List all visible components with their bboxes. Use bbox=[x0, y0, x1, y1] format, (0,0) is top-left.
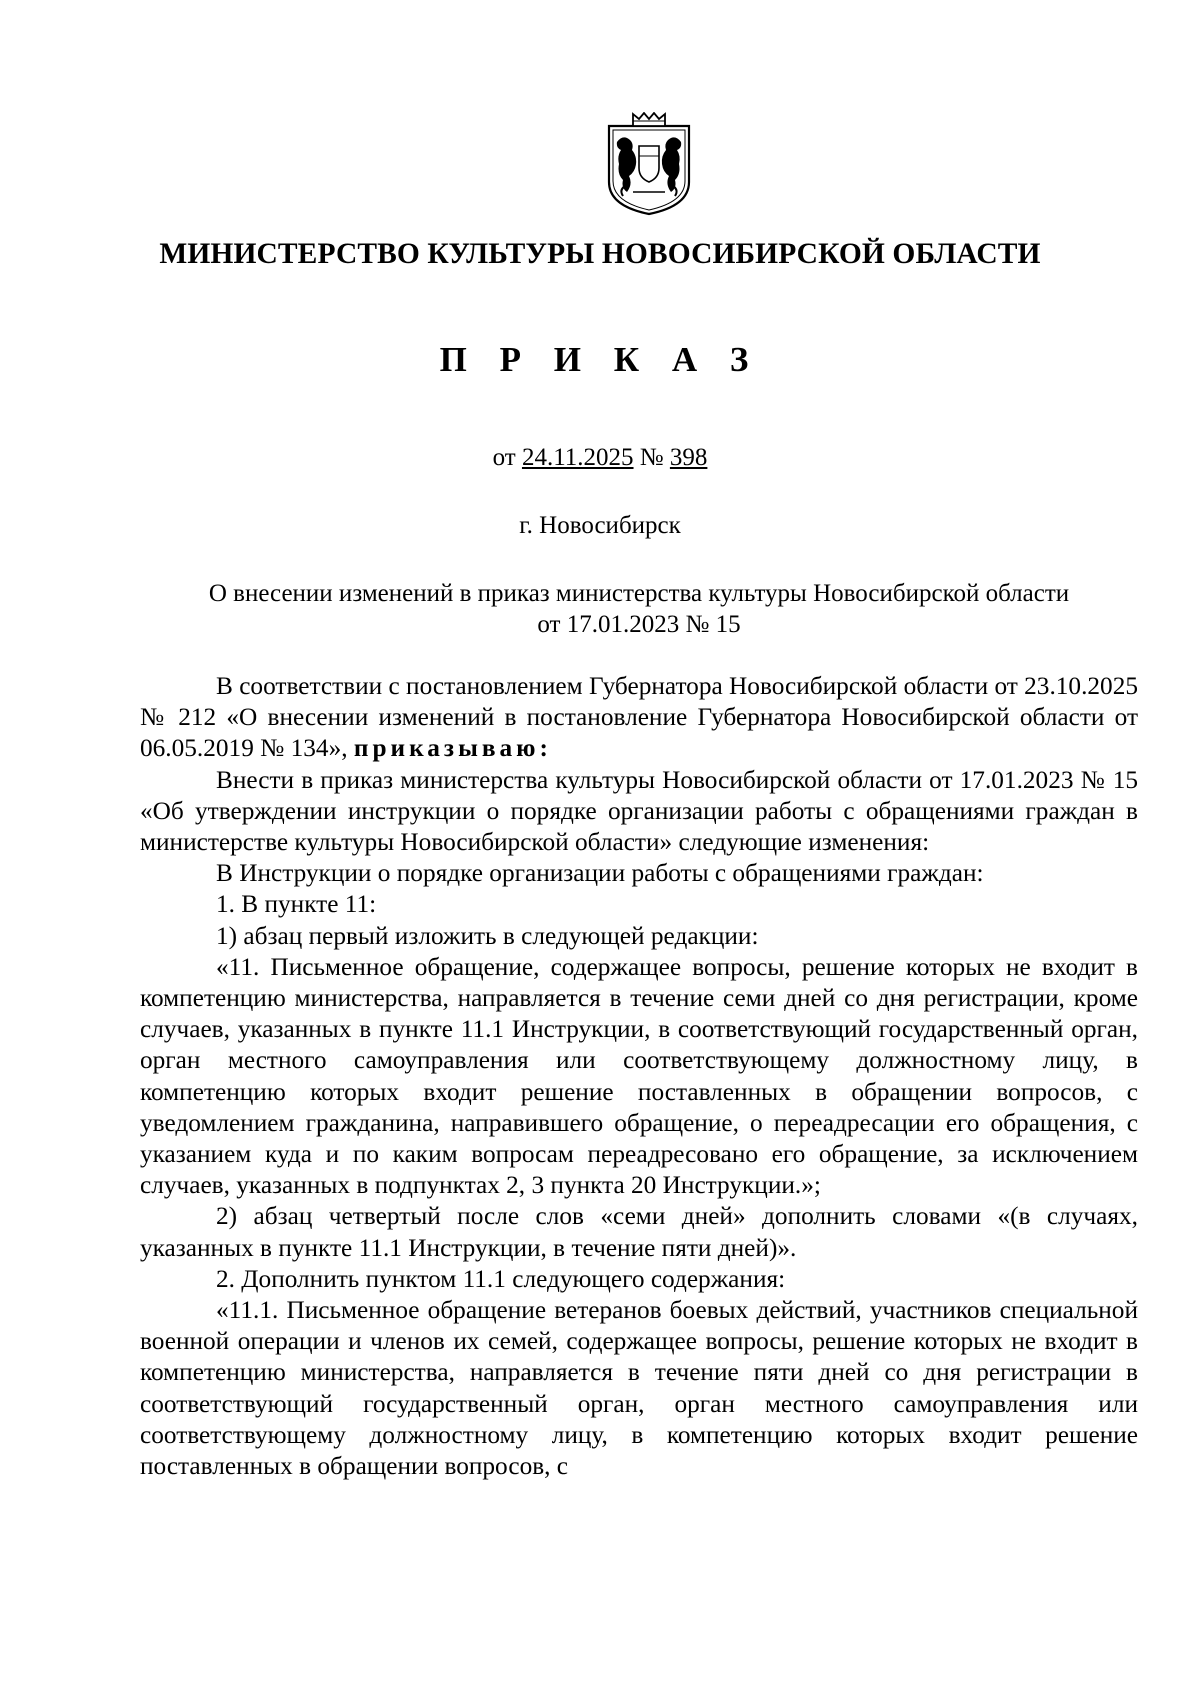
date-prefix: от bbox=[492, 444, 516, 471]
paragraph: 2. Дополнить пунктом 11.1 следующего содержания: bbox=[216, 1264, 786, 1293]
subject-line-2: от 17.01.2023 № 15 bbox=[537, 611, 741, 638]
paragraph: 1. В пункте 11: bbox=[216, 890, 377, 919]
order-subject bbox=[140, 578, 1138, 640]
document-type: П Р И К А З bbox=[439, 340, 761, 379]
paragraph: В Инструкции о порядке организации работы с обращениями граждан: bbox=[216, 859, 984, 888]
paragraph-preamble bbox=[140, 671, 1138, 765]
preamble-text: В соответствии с постановлением Губернатора Новосибирской области от 23.10.2025 № 212 «О внесении изменений в постановление Губернатора Новосибирской области от 06.05.2019 № 134», bbox=[140, 672, 1138, 763]
order-verb: приказываю: bbox=[353, 734, 552, 763]
order-date: 24.11.2025 bbox=[521, 444, 634, 471]
order-number: 398 bbox=[669, 444, 708, 471]
number-prefix: № bbox=[639, 444, 664, 471]
paragraph: «11. Письменное обращение, содержащее вопросы, решение которых не входит в компетенцию министерства, направляется в течение семи дней со дня регистрации, кроме случаев, указанных в пункте 11.1 Инструкции, в соответствующий государственный орган, орган местного самоуправления или соответствующему должностному лицу, в компетенцию которых входит решение поставленных в обращении вопросов, с уведомлением гражданина, направившего обращение, о переадресации его обращения, с указанием куда и по каким вопросам переадресовано его обращение, за исключением случаев, указанных в подпунктах 2, 3 пункта 20 Инструкции.»; bbox=[140, 952, 1138, 1200]
order-body bbox=[140, 671, 1138, 1482]
subject-line-1: О внесении изменений в приказ министерства культуры Новосибирской области bbox=[208, 580, 1070, 607]
paragraph: «11.1. Письменное обращение ветеранов боевых действий, участников специальной военной операции и членов их семей, содержащее вопросы, решение которых не входит в компетенцию министерства, направляется в течение пяти дней со дня регистрации в соответствующий государственный орган, орган местного самоуправления или соответствующему должностному лицу, в компетенцию которых входит решение поставленных в обращении вопросов, с bbox=[140, 1296, 1138, 1481]
ministry-title: МИНИСТЕРСТВО КУЛЬТУРЫ НОВОСИБИРСКОЙ ОБЛАСТИ bbox=[159, 238, 1041, 270]
paragraph: Внести в приказ министерства культуры Новосибирской области от 17.01.2023 № 15 «Об утверждении инструкции о порядке организации работы с обращениями граждан в министерстве культуры Новосибирской области» следующие изменения: bbox=[140, 765, 1138, 857]
date-number-line bbox=[0, 444, 1200, 472]
city: г. Новосибирск bbox=[519, 512, 681, 539]
paragraph: 2) абзац четвертый после слов «семи дней» дополнить словами «(в случаях, указанных в пункте 11.1 Инструкции, в течение пяти дней)». bbox=[140, 1202, 1138, 1262]
paragraph: 1) абзац первый изложить в следующей редакции: bbox=[216, 921, 759, 950]
coat-of-arms-icon bbox=[603, 112, 695, 216]
